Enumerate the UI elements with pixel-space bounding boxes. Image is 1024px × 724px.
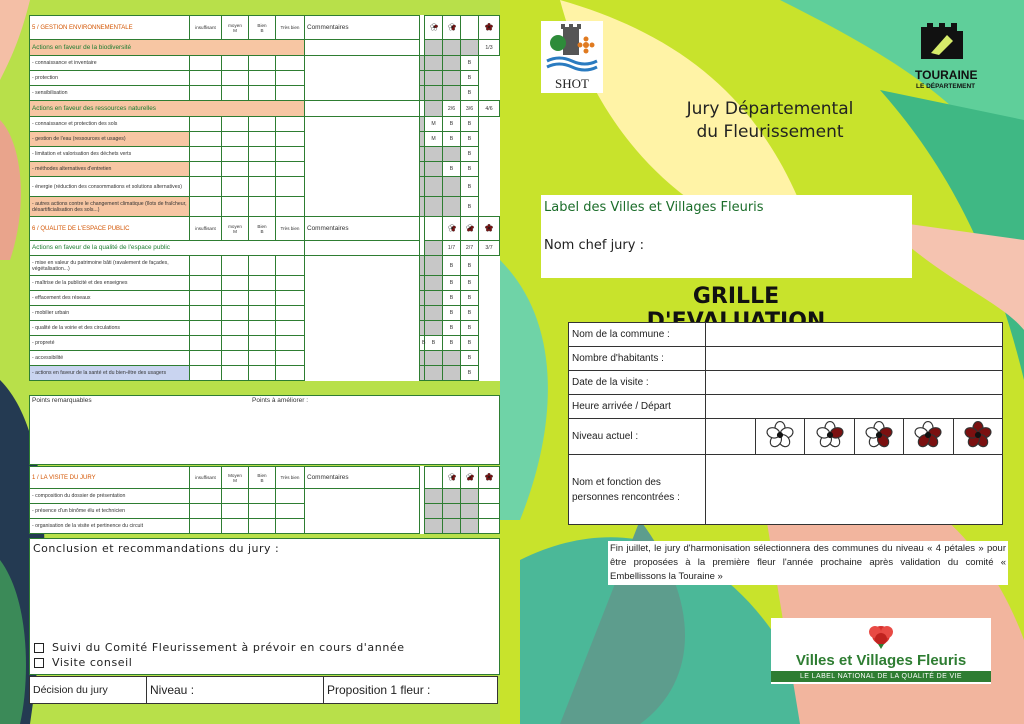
level-cell: B bbox=[461, 276, 479, 291]
rating-cell[interactable] bbox=[190, 56, 222, 71]
group-ressources: Actions en faveur des ressources naturelles bbox=[30, 101, 305, 117]
rating-cell[interactable] bbox=[249, 71, 276, 86]
conclusion-title: Conclusion et recommandations du jury : bbox=[33, 542, 280, 555]
level-cell: B bbox=[461, 177, 479, 197]
score-cell: 1/3 bbox=[479, 40, 500, 56]
harmonisation-note: Fin juillet, le jury d'harmonisation sélectionnera des communes du niveau « 4 pétales » pour être proposées à la première fleur l'année prochaine après validation du comité « Embellissons la Touraine » bbox=[608, 541, 1008, 585]
vvf-logo bbox=[771, 618, 991, 684]
niveau-3-flower-option[interactable] bbox=[854, 419, 903, 455]
checkbox[interactable] bbox=[34, 643, 44, 653]
score-cell: 3/6 bbox=[461, 101, 479, 117]
rating-cell[interactable] bbox=[276, 291, 305, 306]
level-cell: B bbox=[461, 56, 479, 71]
nom-chef-jury-label: Nom chef jury : bbox=[544, 238, 644, 253]
date-input[interactable] bbox=[705, 371, 1002, 395]
level-cell: B bbox=[443, 256, 461, 276]
rating-cell[interactable] bbox=[249, 276, 276, 291]
col-insuffisant: insuffisant bbox=[190, 467, 222, 489]
col-bien: Bien B bbox=[249, 217, 276, 241]
criterion-label: - propreté bbox=[30, 336, 190, 351]
flower-0-icon bbox=[766, 421, 794, 449]
level-cell bbox=[425, 147, 443, 162]
rating-cell[interactable] bbox=[190, 366, 222, 381]
sec6-title: 6 / QUALITE DE L'ESPACE PUBLIC bbox=[30, 217, 190, 241]
sec1-table bbox=[29, 466, 500, 534]
col-bien: Bien B bbox=[249, 16, 276, 40]
criterion-label: - mobilier urbain bbox=[30, 306, 190, 321]
shot-logo bbox=[541, 21, 603, 93]
level-cell bbox=[443, 71, 461, 86]
sec5-title: 5 / GESTION ENVIRONNEMENTALE bbox=[30, 16, 190, 40]
touraine-tower-icon bbox=[917, 21, 967, 61]
rating-cell[interactable] bbox=[222, 366, 249, 381]
criterion-label: - mise en valeur du patrimoine bâti (ravalement de façades, végétalisation...) bbox=[30, 256, 190, 276]
criterion-label: - énergie (réduction des consommations et solutions alternatives) bbox=[30, 177, 190, 197]
level-cell bbox=[443, 351, 461, 366]
level-cell bbox=[425, 197, 443, 217]
level-cell: B bbox=[443, 291, 461, 306]
conclusion-box[interactable] bbox=[29, 538, 500, 675]
level-cell bbox=[443, 177, 461, 197]
level-cell bbox=[425, 321, 443, 336]
level-cell: B bbox=[461, 351, 479, 366]
points-ameliorer-label: Points à améliorer : bbox=[252, 397, 308, 404]
rating-cell[interactable] bbox=[190, 117, 222, 132]
rating-cell[interactable] bbox=[249, 321, 276, 336]
rating-cell[interactable] bbox=[190, 147, 222, 162]
flower-1-icon bbox=[425, 16, 443, 40]
level-cell: B bbox=[461, 336, 479, 351]
rating-cell[interactable] bbox=[222, 256, 249, 276]
sec1-item: - composition du dossier de présentation bbox=[30, 489, 190, 504]
rating-cell[interactable] bbox=[276, 177, 305, 197]
check-visite-label: Visite conseil bbox=[52, 656, 133, 669]
level-cell: B bbox=[461, 197, 479, 217]
rating-cell[interactable] bbox=[222, 162, 249, 177]
rating-cell[interactable] bbox=[276, 86, 305, 101]
jury-title-line1: Jury Départemental bbox=[686, 99, 854, 119]
level-cell: B bbox=[420, 336, 425, 351]
rating-cell[interactable] bbox=[222, 197, 249, 217]
col-moyen: moyen M bbox=[222, 217, 249, 241]
level-cell: B bbox=[461, 366, 479, 381]
rating-cell[interactable] bbox=[276, 56, 305, 71]
score-cell: 2/7 bbox=[461, 241, 479, 256]
level-cell: B bbox=[425, 336, 443, 351]
flower-4-icon bbox=[479, 217, 500, 241]
flower-3-icon bbox=[914, 421, 942, 449]
jury-title-line2: du Fleurissement bbox=[696, 122, 844, 142]
flower-2-icon bbox=[443, 467, 461, 489]
rating-cell[interactable] bbox=[190, 336, 222, 351]
touraine-logo-subtext: LE DÉPARTEMENT bbox=[916, 83, 976, 90]
level-cell bbox=[425, 71, 443, 86]
rating-cell[interactable] bbox=[222, 276, 249, 291]
rating-cell[interactable] bbox=[276, 162, 305, 177]
touraine-logo-text: TOURAINE bbox=[915, 68, 978, 82]
level-cell: B bbox=[461, 132, 479, 147]
rating-cell[interactable] bbox=[276, 336, 305, 351]
rating-cell[interactable] bbox=[249, 86, 276, 101]
rating-cell[interactable] bbox=[222, 306, 249, 321]
level-cell: B bbox=[443, 132, 461, 147]
rating-cell[interactable] bbox=[190, 86, 222, 101]
form-label: Date de la visite : bbox=[569, 371, 706, 395]
heure-input[interactable] bbox=[705, 395, 1002, 419]
flower-1-icon bbox=[816, 421, 844, 449]
score-cell: 1/7 bbox=[443, 241, 461, 256]
commune-form bbox=[568, 322, 1003, 525]
col-insuffisant: insuffisant bbox=[190, 16, 222, 40]
label-title: Label des Villes et Villages Fleuris bbox=[544, 200, 764, 215]
level-cell bbox=[425, 56, 443, 71]
rating-cell[interactable] bbox=[249, 56, 276, 71]
sec5-table bbox=[29, 15, 500, 381]
level-cell: B bbox=[461, 86, 479, 101]
level-cell: B bbox=[443, 117, 461, 132]
rating-cell[interactable] bbox=[222, 56, 249, 71]
level-cell: B bbox=[461, 147, 479, 162]
rating-cell[interactable] bbox=[276, 147, 305, 162]
rating-cell[interactable] bbox=[276, 256, 305, 276]
sec1-item: - présence d'un binôme élu et technicien bbox=[30, 504, 190, 519]
form-label bbox=[569, 455, 706, 525]
rating-cell[interactable] bbox=[276, 306, 305, 321]
criterion-label: - effacement des réseaux bbox=[30, 291, 190, 306]
flower-2-icon bbox=[443, 217, 461, 241]
criterion-label: - autres actions contre le changement climatique (îlots de fraîcheur, désartificialisation des sols...) bbox=[30, 197, 190, 217]
flower-2-icon bbox=[443, 16, 461, 40]
niveau-1-flower-option[interactable] bbox=[755, 419, 804, 455]
rating-cell[interactable] bbox=[222, 351, 249, 366]
rating-cell[interactable] bbox=[190, 306, 222, 321]
form-label-line: personnes rencontrées : bbox=[572, 491, 680, 503]
level-cell bbox=[443, 197, 461, 217]
group-biodiversite: Actions en faveur de la biodiversité bbox=[30, 40, 305, 56]
rating-cell[interactable] bbox=[190, 256, 222, 276]
criterion-label: - limitation et valorisation des déchets verts bbox=[30, 147, 190, 162]
rating-cell[interactable] bbox=[276, 321, 305, 336]
group-espace-public: Actions en faveur de la qualité de l'espace public bbox=[30, 241, 305, 256]
rating-cell[interactable] bbox=[249, 336, 276, 351]
rating-cell[interactable] bbox=[249, 132, 276, 147]
rating-cell[interactable] bbox=[222, 132, 249, 147]
flower-2-icon bbox=[865, 421, 893, 449]
level-cell: M bbox=[425, 132, 443, 147]
col-commentaires: Commentaires bbox=[305, 467, 420, 489]
rating-cell[interactable] bbox=[276, 197, 305, 217]
score-cell: 4/6 bbox=[479, 101, 500, 117]
rating-cell[interactable] bbox=[249, 117, 276, 132]
habitants-input[interactable] bbox=[705, 347, 1002, 371]
rating-cell[interactable] bbox=[249, 197, 276, 217]
level-cell: B bbox=[461, 162, 479, 177]
grille-title: GRILLE bbox=[692, 284, 780, 309]
rating-cell[interactable] bbox=[276, 117, 305, 132]
level-cell bbox=[425, 276, 443, 291]
level-cell: B bbox=[461, 291, 479, 306]
criterion-label: - maîtrise de la publicité et des enseignes bbox=[30, 276, 190, 291]
score-cell: 3/7 bbox=[479, 241, 500, 256]
level-cell bbox=[443, 56, 461, 71]
level-cell bbox=[425, 306, 443, 321]
touraine-logo bbox=[912, 21, 994, 93]
niveau-4-flower-option[interactable] bbox=[904, 419, 953, 455]
rating-cell[interactable] bbox=[222, 147, 249, 162]
rating-cell[interactable] bbox=[222, 177, 249, 197]
rating-cell[interactable] bbox=[249, 306, 276, 321]
criterion-label: - protection bbox=[30, 71, 190, 86]
level-cell: B bbox=[443, 162, 461, 177]
rating-cell[interactable] bbox=[190, 197, 222, 217]
flower-4-icon bbox=[479, 467, 500, 489]
level-cell bbox=[425, 162, 443, 177]
rating-cell[interactable] bbox=[276, 366, 305, 381]
form-label: Nombre d'habitants : bbox=[569, 347, 706, 371]
criterion-label: - gestion de l'eau (ressources et usages) bbox=[30, 132, 190, 147]
rating-cell[interactable] bbox=[276, 132, 305, 147]
points-remarquables-label: Points remarquables bbox=[32, 397, 92, 404]
level-cell: B bbox=[443, 276, 461, 291]
rating-cell[interactable] bbox=[222, 71, 249, 86]
criterion-label: - méthodes alternatives d'entretien bbox=[30, 162, 190, 177]
rating-cell[interactable] bbox=[249, 291, 276, 306]
decision-label: Décision du jury bbox=[30, 677, 147, 704]
rating-cell[interactable] bbox=[222, 336, 249, 351]
rating-cell[interactable] bbox=[222, 86, 249, 101]
flower-4-icon bbox=[964, 421, 992, 449]
criterion-label: - qualité de la voirie et des circulations bbox=[30, 321, 190, 336]
rating-cell[interactable] bbox=[190, 132, 222, 147]
rating-cell[interactable] bbox=[249, 147, 276, 162]
col-tres-bien: Très bien bbox=[276, 467, 305, 489]
level-cell bbox=[425, 366, 443, 381]
commune-input[interactable] bbox=[705, 323, 1002, 347]
col-tres-bien: Très bien bbox=[276, 217, 305, 241]
form-label: Niveau actuel : bbox=[569, 419, 706, 455]
rating-cell[interactable] bbox=[222, 117, 249, 132]
rating-cell[interactable] bbox=[222, 321, 249, 336]
col-moyen: moyen M bbox=[222, 16, 249, 40]
check-suivi-label: Suivi du Comité Fleurissement à prévoir en cours d'année bbox=[52, 641, 405, 654]
proposition-label[interactable]: Proposition 1 fleur : bbox=[324, 677, 498, 704]
criterion-label: - actions en faveur de la santé et du bien-être des usagers bbox=[30, 366, 190, 381]
rating-cell[interactable] bbox=[190, 276, 222, 291]
rating-cell[interactable] bbox=[190, 162, 222, 177]
criterion-label: - connaissance et protection des sols bbox=[30, 117, 190, 132]
level-cell bbox=[425, 177, 443, 197]
level-cell: B bbox=[443, 321, 461, 336]
sec1-item: - organisation de la visite et pertinence du circuit bbox=[30, 519, 190, 534]
level-cell bbox=[443, 86, 461, 101]
level-cell: B bbox=[461, 321, 479, 336]
col-commentaires: Commentaires bbox=[305, 16, 420, 40]
rating-cell[interactable] bbox=[190, 321, 222, 336]
col-insuffisant: insuffisant bbox=[190, 217, 222, 241]
niveau-5-flower-option[interactable] bbox=[953, 419, 1002, 455]
flower-3-icon bbox=[461, 217, 479, 241]
level-cell bbox=[443, 147, 461, 162]
form-label: Heure arrivée / Départ bbox=[569, 395, 706, 419]
rating-cell[interactable] bbox=[190, 291, 222, 306]
niveau-2-flower-option[interactable] bbox=[805, 419, 854, 455]
col-tres-bien: Très bien bbox=[276, 16, 305, 40]
criterion-label: - sensibilisation bbox=[30, 86, 190, 101]
decision-row bbox=[29, 676, 498, 704]
rating-cell[interactable] bbox=[190, 351, 222, 366]
personnes-input[interactable] bbox=[705, 455, 1002, 525]
jury-title bbox=[640, 98, 900, 144]
sec1-title: 1 / LA VISITE DU JURY bbox=[30, 467, 190, 489]
rating-cell[interactable] bbox=[190, 71, 222, 86]
rating-cell[interactable] bbox=[249, 351, 276, 366]
label-box[interactable] bbox=[541, 195, 912, 278]
rating-cell[interactable] bbox=[190, 177, 222, 197]
rating-cell[interactable] bbox=[276, 351, 305, 366]
rating-cell[interactable] bbox=[249, 366, 276, 381]
shot-tower-icon bbox=[541, 21, 603, 76]
vvf-logo-text: Villes et Villages Fleuris bbox=[795, 652, 967, 669]
level-cell: B bbox=[461, 117, 479, 132]
criterion-label: - connaissance et inventaire bbox=[30, 56, 190, 71]
level-cell: B bbox=[443, 306, 461, 321]
level-cell bbox=[425, 86, 443, 101]
score-cell: 2/6 bbox=[443, 101, 461, 117]
level-cell: B bbox=[461, 306, 479, 321]
level-cell bbox=[425, 291, 443, 306]
rating-cell[interactable] bbox=[249, 162, 276, 177]
level-cell: B bbox=[443, 336, 461, 351]
level-cell bbox=[425, 351, 443, 366]
col-commentaires: Commentaires bbox=[305, 217, 420, 241]
checkbox[interactable] bbox=[34, 658, 44, 668]
vvf-logo-tagline: LE LABEL NATIONAL DE LA QUALITÉ DE VIE bbox=[771, 671, 991, 682]
niveau-label[interactable]: Niveau : bbox=[147, 677, 324, 704]
col-bien: Bien B bbox=[249, 467, 276, 489]
col-moyen: Moyen M bbox=[222, 467, 249, 489]
form-label: Nom de la commune : bbox=[569, 323, 706, 347]
rating-cell[interactable] bbox=[276, 276, 305, 291]
criterion-label: - accessibilité bbox=[30, 351, 190, 366]
remarks-box[interactable] bbox=[29, 395, 500, 465]
rose-icon bbox=[866, 620, 896, 650]
level-cell bbox=[425, 256, 443, 276]
level-cell: B bbox=[461, 256, 479, 276]
rating-cell[interactable] bbox=[222, 291, 249, 306]
shot-logo-text: SHOT bbox=[555, 76, 589, 91]
rating-cell[interactable] bbox=[276, 71, 305, 86]
level-cell bbox=[443, 366, 461, 381]
flower-4-icon bbox=[479, 16, 500, 40]
flower-3-icon bbox=[461, 467, 479, 489]
form-label-line: Nom et fonction des bbox=[572, 476, 661, 488]
rating-cell[interactable] bbox=[249, 177, 276, 197]
rating-cell[interactable] bbox=[249, 256, 276, 276]
level-cell: B bbox=[461, 71, 479, 86]
level-cell: M bbox=[425, 117, 443, 132]
